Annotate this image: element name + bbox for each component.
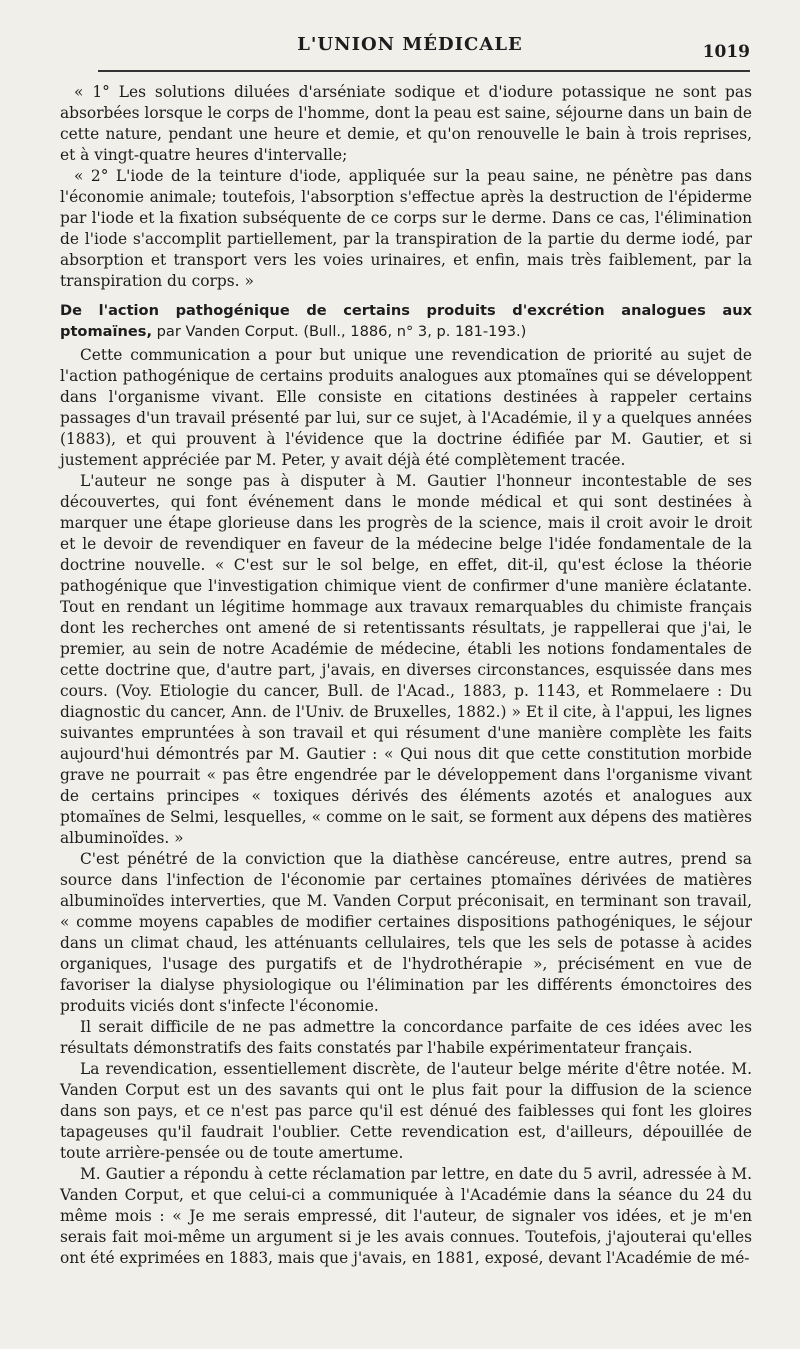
quote-paragraph: « 2° L'iode de la teinture d'iode, appliquée sur la peau saine, ne pénètre pas dans l'économie animale; toutefois, l'absorption s'effectue après la destruction de l'épiderme par l'iode et la fixation subséquente de ce corps sur le derme. Dans ce cas, l'élimination de l'iode s'accomplit partiellement, par la transpiration de la partie du derme iodé, par absorption et transport vers les voies urinaires, et enfin, mais très faiblement, par la transpiration du corps. » xyxy=(60,167,752,290)
body-paragraph: C'est pénétré de la conviction que la diathèse cancéreuse, entre autres, prend sa source dans l'infection de l'économie par certaines ptomaïnes dérivées de matières albuminoïdes interverties, que M. Vanden Corput préconisait, en terminant son travail, « comme moyens capables de modifier certaines dispositions pathogéniques, le séjour dans un climat chaud, les atténuants cellulaires, tels que les sels de potasse à acides organiques, l'usage des purgatifs et de l'hydrothérapie », précisément en vue de favoriser la dialyse physiologique ou l'élimination par les différents émonctoires des produits viciés dont s'infecte l'économie. xyxy=(60,850,752,1015)
body-paragraph: Il serait difficile de ne pas admettre la concordance parfaite de ces idées avec les résultats démonstratifs des faits constatés par l'habile expérimentateur français. xyxy=(60,1018,752,1057)
journal-title: L'UNION MÉDICALE xyxy=(297,34,523,55)
section-heading-reference: par Vanden Corput. (Bull., 1886, n° 3, p. 181-193.) xyxy=(156,323,527,340)
quote-paragraph: « 1° Les solutions diluées d'arséniate sodique et d'iodure potassique ne sont pas absorbées lorsque le corps de l'homme, dont la peau est saine, séjourne dans un bain de cette nature, pendant une heure et demie, et qu'on renouvelle le bain à trois reprises, et à vingt-quatre heures d'intervalle; xyxy=(60,83,752,164)
section-heading xyxy=(60,300,752,342)
section-heading-title: De l'action pathogénique de certains produits d'excrétion analogues aux ptomaïnes, xyxy=(60,302,752,340)
body-paragraph: La revendication, essentiellement discrète, de l'auteur belge mérite d'être notée. M. Vanden Corput est un des savants qui ont le plus fait pour la diffusion de la science dans son pays, et ce n'est pas parce qu'il est dénué des faiblesses qui font les gloires tapageuses qu'il faudrait l'oublier. Cette revendication est, d'ailleurs, dépouillée de toute arrière-pensée ou de toute amertume. xyxy=(60,1060,752,1162)
quoted-conclusions xyxy=(60,82,752,292)
page-number: 1019 xyxy=(702,42,750,62)
body-paragraph: Cette communication a pour but unique une revendication de priorité au sujet de l'action pathogénique de certains produits analogues aux ptomaïnes qui se développent dans l'organisme vivant. Elle consiste en citations destinées à rappeler certains passages d'un travail présenté par lui, sur ce sujet, à l'Académie, il y a quelques années (1883), et qui prouvent à l'évidence que la doctrine édifiée par M. Gautier, et si justement appréciée par M. Peter, y avait déjà été complètement tracée. xyxy=(60,346,752,469)
header-rule xyxy=(98,70,750,72)
body-paragraph: M. Gautier a répondu à cette réclamation par lettre, en date du 5 avril, adressée à M. Vanden Corput, et que celui-ci a communiquée à l'Académie dans la séance du 24 du même mois : « Je me serais empressé, dit l'auteur, de signaler vos idées, et je m'en serais fait moi-même un argument si je les avais connues. Toutefois, j'ajouterai qu'elles ont été exprimées en 1883, mais que j'avais, en 1881, exposé, devant l'Académie de mé- xyxy=(60,1165,752,1267)
body-text xyxy=(60,82,752,1269)
body-paragraph: L'auteur ne songe pas à disputer à M. Gautier l'honneur incontestable de ses découvertes, qui font événement dans le monde médical et qui sont destinées à marquer une étape glorieuse dans les progrès de la science, mais il croit avoir le droit et le devoir de revendiquer en faveur de la médecine belge l'idée fondamentale de la doctrine nouvelle. « C'est sur le sol belge, en effet, dit-il, qu'est éclose la théorie pathogénique que l'investigation chimique vient de confirmer d'une manière éclatante. Tout en rendant un légitime hommage aux travaux remarquables du chimiste français dont les recherches ont amené de si retentissants résultats, je rappellerai que j'ai, le premier, au sein de notre Académie de médecine, établi les notions fondamentales de cette doctrine que, d'autre part, j'avais, en diverses circonstances, esquissée dans mes cours. (Voy. Etiologie du cancer, Bull. de l'Acad., 1883, p. 1143, et Rommelaere : Du diagnostic du cancer, Ann. de l'Univ. de Bruxelles, 1882.) » Et il cite, à l'appui, les lignes suivantes empruntées à son travail et qui résument d'une manière complète les faits aujourd'hui démontrés par M. Gautier : « Qui nous dit que cette constitution morbide grave ne pourrait « pas être engendrée par le développement dans l'organisme vivant de certains principes « toxiques dérivés des éléments azotés et analogues aux ptomaïnes de Selmi, lesquelles, « comme on le sait, se forment aux dépens des matières albuminoïdes. » xyxy=(60,472,752,847)
running-header xyxy=(70,30,750,70)
